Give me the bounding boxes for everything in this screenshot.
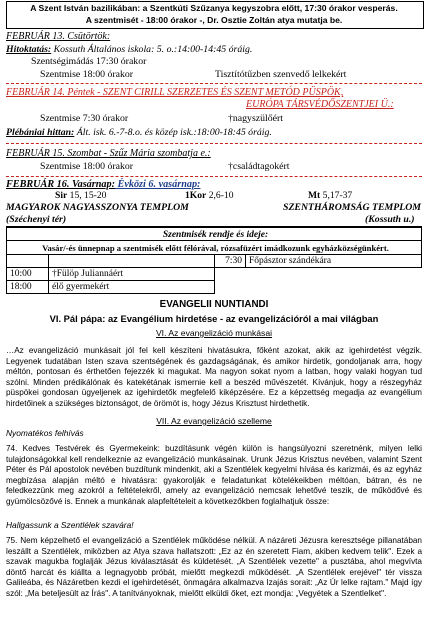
table-notice — [6, 240, 422, 255]
feb15-mass: Szentmise 18:00 órakor — [40, 161, 134, 172]
church-left-sub: (Széchenyi tér) — [6, 214, 67, 225]
table-row — [214, 254, 246, 268]
feb16-date: FEBRUÁR 16. Vasárnap: — [6, 179, 115, 190]
feb14-title — [6, 87, 343, 98]
divider — [6, 83, 422, 84]
header-line-2: A szentmisét - 18:00 órakor -, Dr. Osztie Zoltán atya mutatja be. — [85, 15, 343, 25]
table-row — [48, 280, 215, 294]
feb14-date: FEBRUÁR 14. Péntek - — [6, 87, 103, 98]
table-caption — [6, 226, 422, 241]
hitoktatas-label: Hitoktatás: — [6, 44, 52, 55]
table-row — [6, 267, 49, 281]
section-1-heading: VI. Az evangelizáció munkásai — [155, 328, 273, 338]
section-3-sub: Hallgassunk a Szentlélek szavára! — [6, 520, 134, 530]
row-time: 18:00 — [10, 282, 32, 292]
reading-2-book: 1Kor — [185, 190, 207, 201]
header-line-1: A Szent István bazilikában: a Szentkúti Szűzanya kegyszobra előtt, 17:30 órakor vesperás. — [30, 3, 398, 13]
church-left: MAGYAROK NAGYASSZONYA TEMPLOM — [6, 202, 189, 213]
article-paragraph-1: …Az evangelizáció munkásait jól fel kell készíteni hivatásukra, főként azokat, akik az igehirdetést végzik. Legyenek tudatában Isten szava szentségének és gazdagságának, és amikor hirdetik, gondoljanak arra, hogy méltón, pontosan és érthetően fejezzék ki magukat. Ma nagyon sokat nyom a latban, hogy valaki hogyan tud szólni. Minden prédikálónak és katekétának ismernie kell a beszéd művészetét. Kívánjuk, hogy a részegyház püspökei gondosan ügyeljenek az igehirdetők megfelelő kiképzésére. Ez a képzettség megadja az evangélium hirdetőinek a szükséges biztonságot, de örömöt is, hogy Jézus Krisztust hirdethetik. — [6, 346, 422, 408]
feb13-mass: Szentmise 18:00 órakor — [40, 69, 134, 80]
reading-1-ref: 15, 15-20 — [67, 190, 107, 201]
article-paragraph-2: 74. Kedves Testvérek és Gyermekeink: buzdításunk végén külön is hangsúlyozni szeretnénk, milyen lelki tulajdonságokkal kell rendelkeznie az evangelizáció munkásainak. Urunk Jézus Krisztus nevében, valamint Szent Péter és Pál apostolok nevében buzdítunk mindenkit, aki a Szentlélek kegyelmi hívása és karizmái, és az egyház megbízása alapján méltó e hivatásra: gyakorolják e feladatunkat kötelékeikben méltóan, bátran, és ne feledkezzünk meg azokról a feltételekről, amely az evangelizáció nemcsak lehetővé teszik, de működővé és gyümölcsözővé is. Ennek a munkának alapfeltételeit a következőkben foglalhatjuk össze: — [6, 444, 422, 506]
plebania-hittan — [6, 127, 272, 138]
reading-1-book: Sir — [55, 190, 68, 201]
feb14-saints-1: SZENT CIRILL SZERZETES ÉS SZENT METÓD PÜSPÖK, — [102, 87, 344, 98]
plebania-text: Ált. isk. 6.-7-8.o. és közép isk.:18:00-18:45 óráig. — [74, 127, 272, 138]
feb14-saints-2: EURÓPA TÁRSVÉDŐSZENTJEI Ü.: — [246, 99, 394, 110]
section-2-sub: Nyomatékos felhívás — [6, 428, 84, 438]
table-row — [6, 254, 49, 268]
row-time-2: 7:30 — [225, 256, 242, 266]
reading-2 — [185, 190, 234, 201]
feb14-mass-intent: †nagyszülőért — [228, 113, 283, 124]
article-subtitle: VI. Pál pápa: az Evangélium hirdetése - az evangelizációról a mai világban — [49, 313, 379, 324]
feb16-sunday: Évközi 6. vasárnap: — [114, 179, 201, 190]
plebania-label: Plébániai hittan: — [6, 127, 75, 138]
article-paragraph-3: 75. Nem képzelhető el evangelizáció a Szentlélek működése nélkül. A názáreti Jézusra keresztsége pillanatában leszállt a Szentlélek, miközben az Atya szava hallatszott: „Ez az én szeretett Fiam, akiben kedvem telik". Ezek a szavak magukba foglalják Jézus kiválasztását és küldetését. „A Szentlélek vezette" a pusztába, ahol megvívta döntő harcát és kiállta a legnagyobb próbát, mielőtt megkezdi működését. „A Szentlélek erejével" tér vissza Galileába, és Názáretben kezdi el igehirdetését, önmagára alkalmazva Izajás sorait: „Az Úr lelke rajtam." Majd így szól: „Ma beteljesült az Írás". A tanítványoknak, mielőtt elküldi őket, ezt mondja: „Vegyétek a Szentlelket". — [6, 536, 422, 598]
feb13-szentsegimadas: Szentségimádás 17:30 órakor — [31, 56, 147, 67]
hitoktatas-text: Kossuth Általános iskola: 5. o.:14:00-14:45 óráig. — [51, 44, 253, 55]
feb16-title — [6, 179, 200, 190]
row-time: 10:00 — [10, 269, 32, 279]
reading-3-book: Mt — [308, 190, 321, 201]
feb13-title: FEBRUÁR 13. Csütörtök: — [6, 31, 111, 42]
table-row — [245, 254, 422, 268]
feb13-hitoktatas — [6, 44, 252, 55]
church-right: SZENTHÁROMSÁG TEMPLOM — [283, 202, 421, 213]
table-notice-text: Vasár/-és ünnepnap a szentmisék előtt félórával, rózsafüzért imádkozunk egyházközségünkért. — [42, 243, 389, 253]
feb14-mass: Szentmise 7:30 órakor — [40, 113, 129, 124]
section-2-heading: VII. Az evangelizáció szelleme — [156, 416, 272, 426]
feb15-mass-intent: †családtagokért — [228, 161, 290, 172]
row-intent: †Fülöp Juliannáért — [52, 269, 123, 279]
article-title: EVANGELII NUNTIANDI — [159, 299, 269, 310]
reading-3 — [308, 190, 352, 201]
row-intent: élő gyermekért — [52, 282, 110, 292]
table-caption-text: Szentmisék rendje és ideje: — [162, 230, 269, 240]
reading-2-ref: 2,6-10 — [206, 190, 234, 201]
divider — [6, 176, 422, 177]
church-right-sub: (Kossuth u.) — [365, 214, 415, 225]
feb13-mass-intent: Tisztítótűzben szenvedő lelkekért — [215, 69, 347, 80]
reading-3-ref: 5,17-37 — [320, 190, 353, 201]
table-row — [48, 267, 215, 281]
feb15-title: FEBRUÁR 15. Szombat - Szűz Mária szombatja e.: — [6, 148, 211, 159]
divider — [6, 143, 422, 144]
table-row — [6, 280, 49, 294]
row-intent-2: Főpásztor szándékára — [249, 256, 332, 266]
reading-1 — [55, 190, 106, 201]
table-row — [48, 254, 215, 268]
